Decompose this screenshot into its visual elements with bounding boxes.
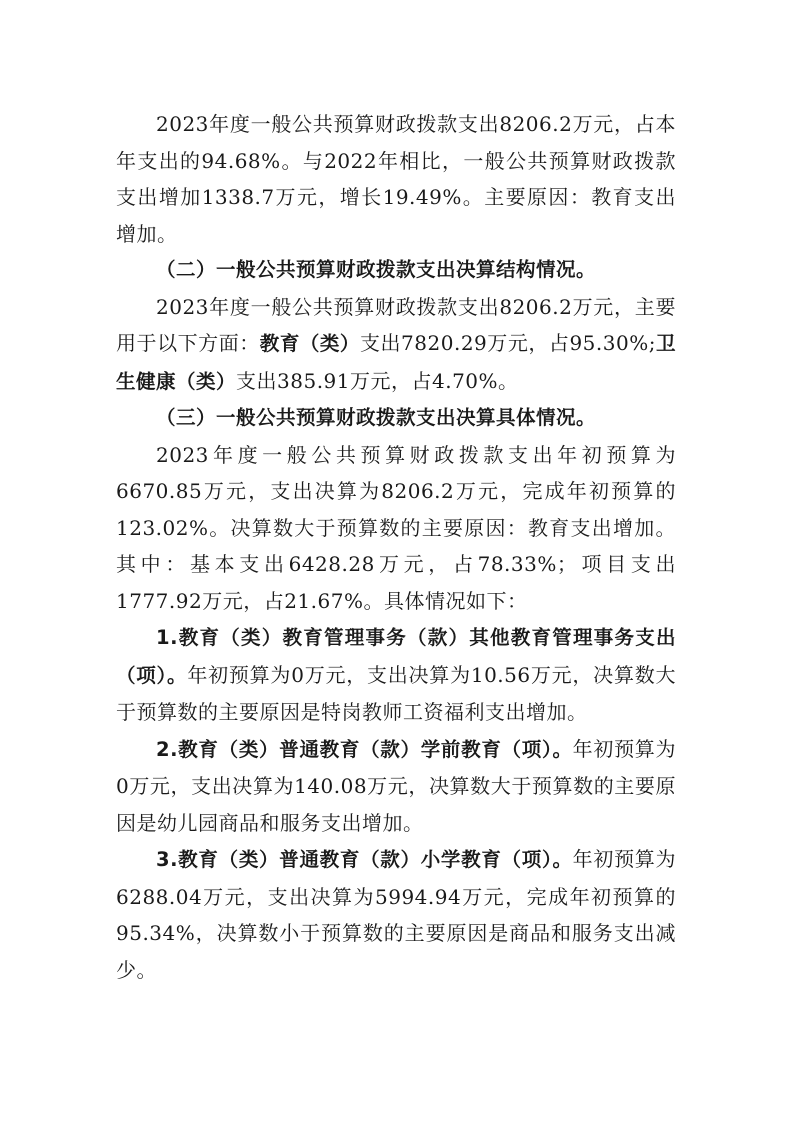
category-health: 卫生健康（类） xyxy=(116,332,677,393)
category-education: 教育（类） xyxy=(259,332,360,355)
item-2-title: 2.教育（类）普通教育（款）学前教育（项）。 xyxy=(156,737,573,761)
item-2 xyxy=(116,731,676,842)
item-2-text: 年初预算为0万元，支出决算为140.08万元，决算数大于预算数的主要原因是幼儿园商品和服务支出增加。 xyxy=(116,736,676,835)
paragraph-structure xyxy=(116,289,676,401)
item-3 xyxy=(116,841,676,988)
document-body xyxy=(116,106,676,988)
item-3-title: 3.教育（类）普通教育（款）小学教育（项）。 xyxy=(156,848,573,871)
item-3-text: 年初预算为6288.04万元，支出决算为5994.94万元，完成年初预算的95.34%，决算数小于预算数的主要原因是商品和服务支出减少。 xyxy=(116,847,676,982)
paragraph-total-expenditure: 2023年度一般公共预算财政拨款支出8206.2万元，占本年支出的94.68%。与2022年相比，一般公共预算财政拨款支出增加1338.7万元，增长19.49%。主要原因：教育支出增加。 xyxy=(116,112,676,246)
paragraph-details: 2023年度一般公共预算财政拨款支出年初预算为6670.85万元，支出决算为8206.2万元，完成年初预算的123.02%。决算数大于预算数的主要原因：教育支出增加。其中：基本支出6428.28万元，占78.33%；项目支出1777.92万元，占21.67%。具体情况如下： xyxy=(116,442,676,613)
item-1-title: 1.教育（类）教育管理事务（款）其他教育管理事务支出（项）。 xyxy=(116,626,676,687)
section-heading-details: （三）一般公共预算财政拨款支出决算具体情况。 xyxy=(156,406,597,429)
structure-text-intro: 2023年度一般公共预算财政拨款支出8206.2万元，主要用于以下方面： xyxy=(116,294,676,355)
section-heading-structure: （二）一般公共预算财政拨款支出决算结构情况。 xyxy=(156,258,597,281)
item-1-text: 年初预算为0万元，支出决算为10.56万元，决算数大于预算数的主要原因是特岗教师工资福利支出增加。 xyxy=(116,662,676,724)
structure-text-education: 支出7820.29万元，占95.30%; xyxy=(359,331,656,355)
item-1 xyxy=(116,619,676,731)
structure-text-health: 支出385.91万元，占4.70%。 xyxy=(236,368,519,393)
